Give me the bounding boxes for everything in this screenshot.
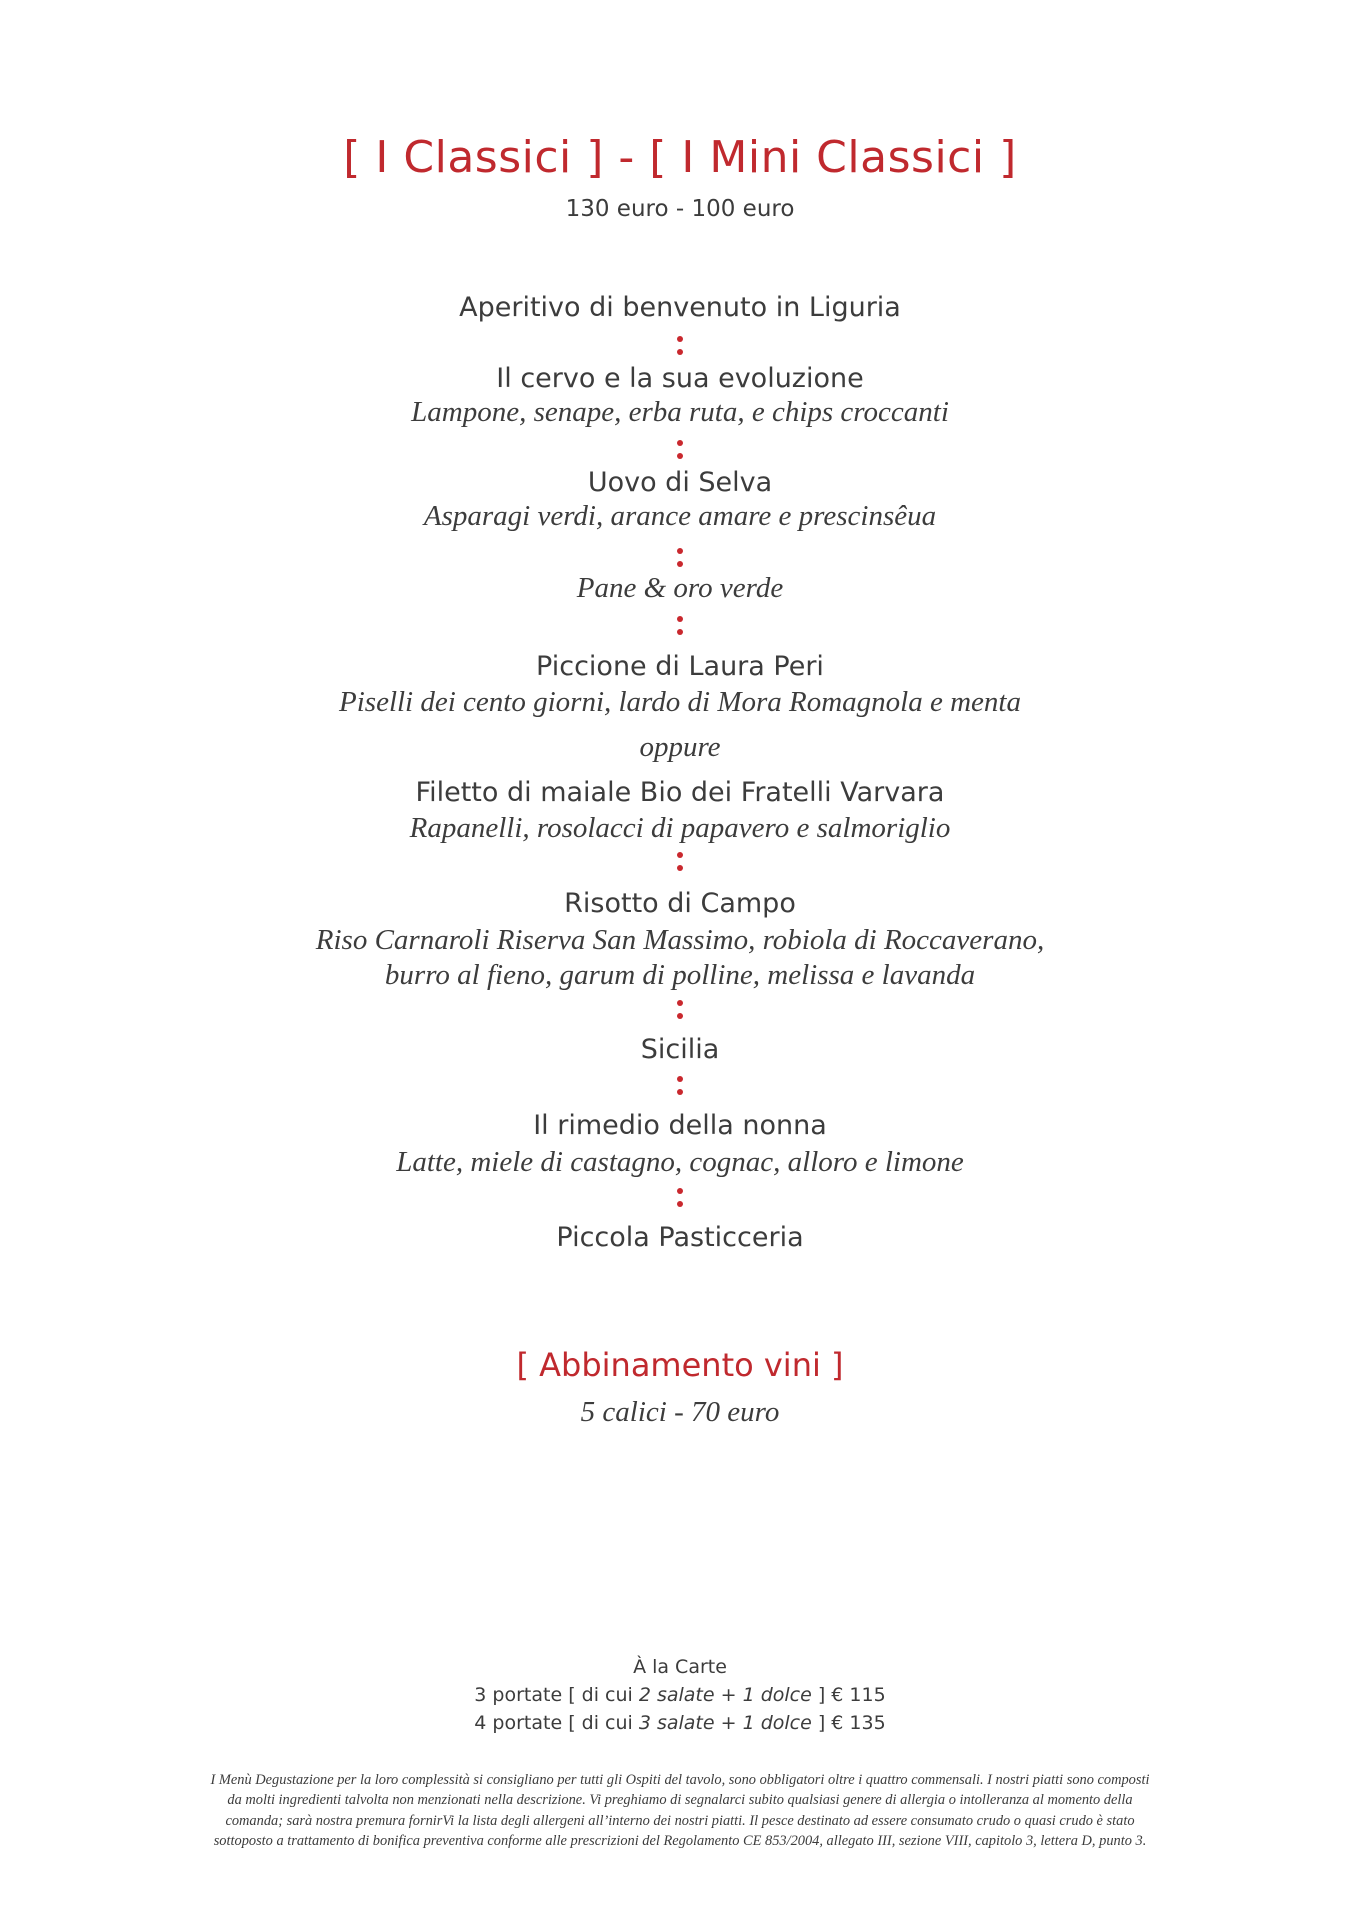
menu-price: 130 euro - 100 euro — [565, 196, 795, 222]
a-la-carte-option-3: 3 portate [ di cui 2 salate + 1 dolce ] € 115 — [474, 1684, 886, 1706]
course-separator — [677, 616, 683, 636]
a-la-carte-option-4: 4 portate [ di cui 3 salate + 1 dolce ] € 135 — [474, 1712, 886, 1734]
course-pasticceria: Piccola Pasticceria — [556, 1222, 804, 1253]
course-sicilia: Sicilia — [640, 1034, 720, 1065]
course-alternative-oppure: oppure — [639, 731, 721, 763]
course-separator — [677, 1188, 683, 1208]
course-separator — [677, 852, 683, 872]
course-cervo-description: Lampone, senape, erba ruta, e chips croccanti — [411, 396, 949, 428]
course-separator — [677, 440, 683, 460]
wine-pairing-price: 5 calici - 70 euro — [580, 1396, 780, 1428]
course-pane: Pane & oro verde — [576, 572, 784, 604]
course-risotto: Risotto di Campo — [564, 888, 796, 919]
course-filetto-description: Rapanelli, rosolacci di papavero e salmoriglio — [409, 812, 951, 844]
a-la-carte-title: À la Carte — [633, 1656, 727, 1678]
legal-line: comanda; sarà nostra premura fornirVi la lista degli allergeni all’interno dei nostri piatti. Il pesce destinato ad essere consumato crudo o quasi crudo è stato — [225, 1812, 1135, 1829]
menu-title: [ I Classici ] - [ I Mini Classici ] — [343, 132, 1017, 183]
course-risotto-description-line1: Riso Carnaroli Riserva San Massimo, robiola di Roccaverano, — [315, 924, 1045, 956]
course-separator — [677, 1076, 683, 1096]
course-uovo-description: Asparagi verdi, arance amare e prescinsêua — [423, 500, 937, 532]
course-rimedio-description: Latte, miele di castagno, cognac, alloro e limone — [396, 1146, 964, 1178]
legal-line: da molti ingredienti talvolta non menzionati nella descrizione. Vi preghiamo di segnalarci subito qualsiasi genere di allergia o intolleranza al momento della — [227, 1792, 1133, 1809]
wine-pairing-title: [ Abbinamento vini ] — [516, 1346, 844, 1384]
course-separator — [677, 336, 683, 356]
legal-notice — [140, 1770, 1220, 1851]
course-filetto: Filetto di maiale Bio dei Fratelli Varvara — [415, 777, 945, 808]
course-uovo: Uovo di Selva — [587, 467, 773, 498]
course-rimedio: Il rimedio della nonna — [533, 1110, 827, 1141]
course-separator — [677, 548, 683, 568]
course-piccione-description: Piselli dei cento giorni, lardo di Mora Romagnola e menta — [339, 686, 1021, 718]
course-aperitivo: Aperitivo di benvenuto in Liguria — [459, 292, 901, 323]
course-cervo: Il cervo e la sua evoluzione — [496, 363, 864, 394]
legal-line: sottoposto a trattamento di bonifica preventiva conforme alle prescrizioni del Regolamento CE 853/2004, allegato III, sezione VIII, capitolo 3, lettera D, punto 3. — [213, 1832, 1147, 1849]
legal-line: I Menù Degustazione per la loro complessità si consigliano per tutti gli Ospiti del tavolo, sono obbligatori oltre i quattro commensali. I nostri piatti sono composti — [210, 1772, 1150, 1788]
course-risotto-description-line2: burro al fieno, garum di polline, melissa e lavanda — [384, 959, 976, 991]
course-piccione: Piccione di Laura Peri — [536, 651, 824, 682]
course-separator — [677, 1000, 683, 1020]
